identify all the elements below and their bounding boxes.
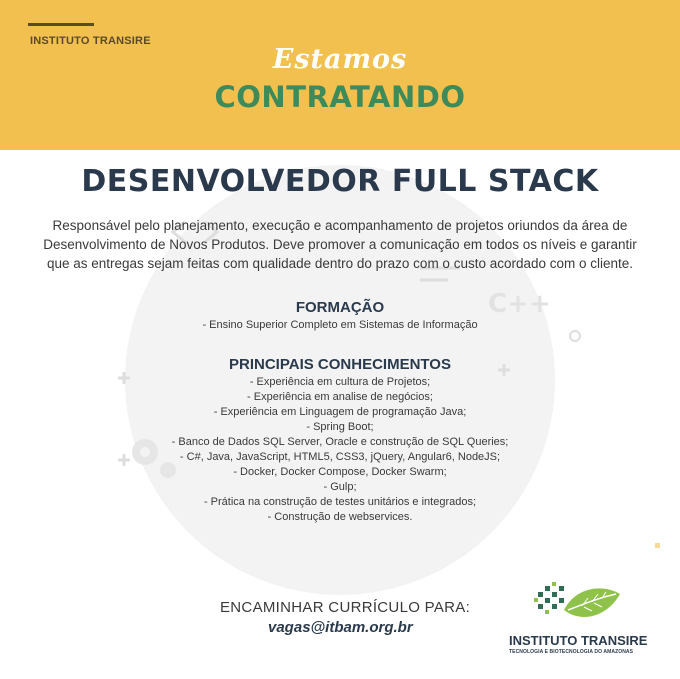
leaf-logo-icon (534, 580, 624, 630)
formacao-item: - Ensino Superior Completo em Sistemas de Informação (202, 319, 478, 331)
headline: CONTRATANDO (214, 80, 466, 114)
list-item: - Construção de webservices. (267, 511, 413, 523)
list-item: - Banco de Dados SQL Server, Oracle e construção de SQL Queries; (171, 436, 509, 448)
cta-label: ENCAMINHAR CURRÍCULO PARA: (220, 599, 471, 616)
cpp-icon: C++ (488, 289, 551, 319)
list-item: - Docker, Docker Compose, Docker Swarm; (233, 466, 447, 478)
description-line: Desenvolvimento de Novos Produtos. Deve promover a comunicação em todos os níveis e garantir (43, 237, 637, 252)
list-item: - Experiência em analise de negócios; (247, 391, 433, 403)
cta-email-link[interactable]: vagas@itbam.org.br (268, 619, 413, 636)
description-line: Responsável pelo planejamento, execução e acompanhamento de projetos oriundos da área de (52, 218, 628, 233)
list-item: - C#, Java, JavaScript, HTML5, CSS3, jQuery, Angular6, NodeJS; (179, 451, 501, 463)
formacao-heading: FORMAÇÃO (295, 299, 385, 316)
description-line: que as entregas sejam feitas com qualidade dentro do prazo com o custo acordado com o cliente. (46, 256, 634, 271)
list-item: - Prática na construção de testes unitários e integrados; (203, 496, 477, 508)
logo-tagline: TECNOLOGIA E BIOTECNOLOGIA DO AMAZONAS (509, 649, 634, 655)
list-item: - Spring Boot; (306, 421, 374, 433)
job-description (34, 216, 646, 273)
org-label: INSTITUTO TRANSIRE (30, 35, 151, 47)
list-item: - Experiência em cultura de Projetos; (249, 376, 431, 388)
job-title: DESENVOLVEDOR FULL STACK (81, 164, 599, 199)
list-item: - Experiência em Linguagem de programação Java; (213, 406, 467, 418)
logo-name: INSTITUTO TRANSIRE (509, 633, 648, 648)
conhecimentos-heading: PRINCIPAIS CONHECIMENTOS (229, 356, 451, 373)
list-item: - Gulp; (323, 481, 357, 493)
kicker-text: Estamos (272, 44, 408, 75)
